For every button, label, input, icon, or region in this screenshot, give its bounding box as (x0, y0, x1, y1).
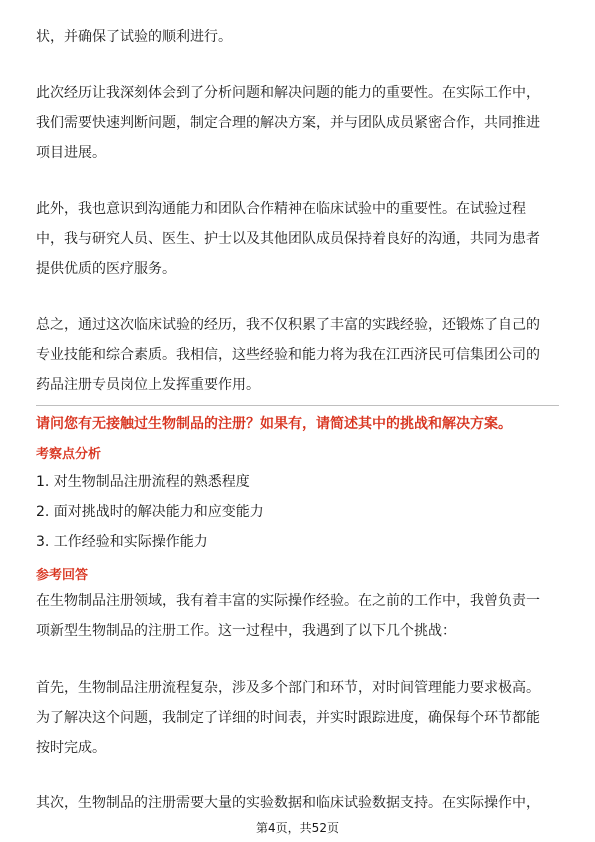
page-footer: 第4页，共52页 (256, 821, 339, 835)
text-line: 此外，我也意识到沟通能力和团队合作精神在临床试验中的重要性。在试验过程 (36, 201, 526, 217)
answer-paragraph-first-challenge (36, 673, 560, 763)
analysis-heading: 考察点分析 (36, 447, 102, 462)
text-line: 首先，生物制品注册流程复杂，涉及多个部门和环节，对时间管理能力要求极高。 (36, 680, 540, 696)
text-line: 此次经历让我深刻体会到了分析问题和解决问题的能力的重要性。在实际工作中， (36, 85, 540, 101)
paragraph-communication (36, 194, 560, 284)
text-line: 在生物制品注册领域，我有着丰富的实际操作经验。在之前的工作中，我曾负责一 (36, 593, 540, 609)
text-line: 其次，生物制品的注册需要大量的实验数据和临床试验数据支持。在实际操作中， (36, 795, 540, 811)
text-line: 状，并确保了试验的顺利进行。 (36, 29, 232, 45)
text-line: 项新型生物制品的注册工作。这一过程中，我遇到了以下几个挑战： (36, 623, 456, 639)
text-line: 提供优质的医疗服务。 (36, 261, 176, 277)
paragraph-importance (36, 78, 560, 168)
text-line: 项目进展。 (36, 145, 106, 161)
paragraph-summary (36, 310, 560, 400)
analysis-item: 2. 面对挑战时的解决能力和应变能力 (36, 504, 264, 520)
text-line: 我们需要快速判断问题，制定合理的解决方案，并与团队成员紧密合作，共同推进 (36, 115, 540, 131)
text-line: 专业技能和综合素质。我相信，这些经验和能力将为我在江西济民可信集团公司的 (36, 347, 540, 363)
section-divider (36, 405, 559, 406)
paragraph-continuation (36, 22, 560, 52)
answer-paragraph-intro (36, 586, 560, 646)
analysis-item: 1. 对生物制品注册流程的熟悉程度 (36, 474, 250, 490)
answer-heading: 参考回答 (36, 568, 89, 583)
text-line: 为了解决这个问题，我制定了详细的时间表，并实时跟踪进度，确保每个环节都能 (36, 710, 540, 726)
analysis-item: 3. 工作经验和实际操作能力 (36, 534, 208, 550)
text-line: 中，我与研究人员、医生、护士以及其他团队成员保持着良好的沟通，共同为患者 (36, 231, 540, 247)
answer-paragraph-second-challenge (36, 788, 560, 818)
text-line: 药品注册专员岗位上发挥重要作用。 (36, 377, 260, 393)
interview-question: 请问您有无接触过生物制品的注册？如果有，请简述其中的挑战和解决方案。 (36, 416, 512, 432)
text-line: 总之，通过这次临床试验的经历，我不仅积累了丰富的实践经验，还锻炼了自己的 (36, 317, 540, 333)
text-line: 按时完成。 (36, 740, 106, 756)
